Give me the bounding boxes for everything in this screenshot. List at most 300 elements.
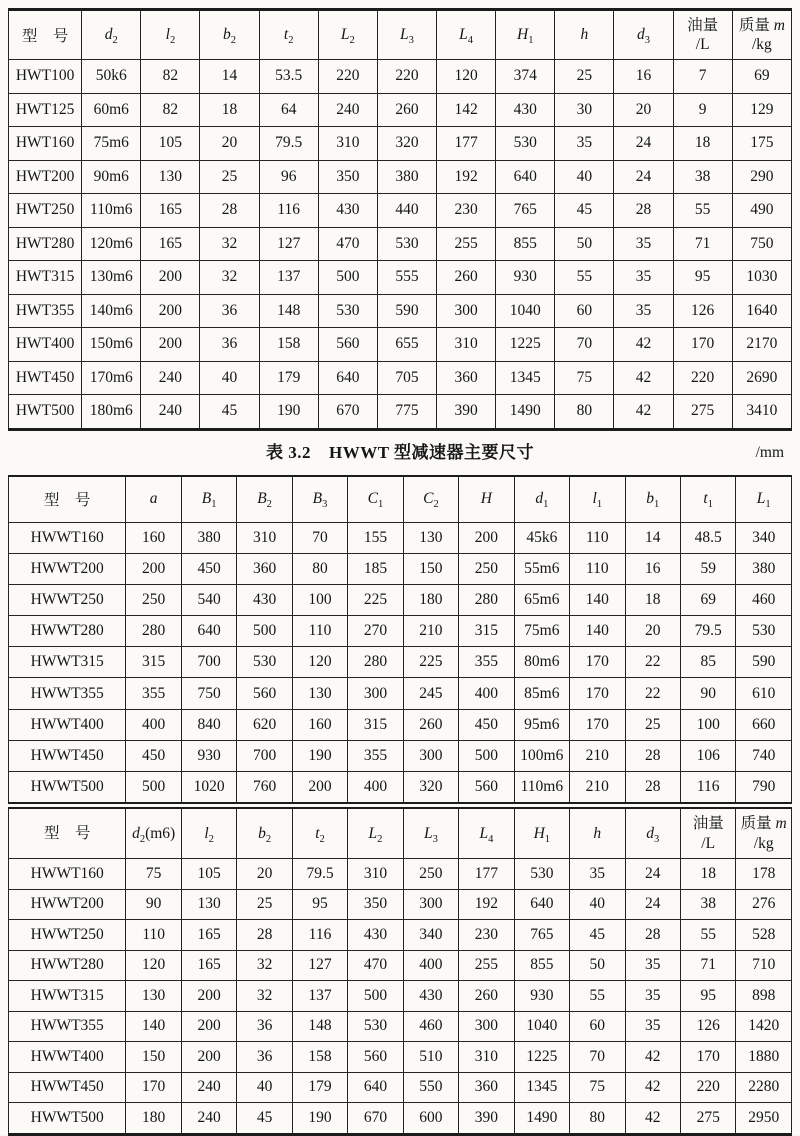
value-cell: 640 xyxy=(348,1072,403,1103)
value-cell: 640 xyxy=(181,616,236,647)
value-cell: 38 xyxy=(673,160,732,194)
value-cell: 42 xyxy=(614,361,673,395)
value-cell: 18 xyxy=(625,584,680,615)
value-cell: 200 xyxy=(126,553,181,584)
value-cell: 75 xyxy=(555,361,614,395)
value-cell: 150 xyxy=(403,553,458,584)
model-cell: HWT400 xyxy=(9,328,82,362)
value-cell: 1490 xyxy=(514,1103,569,1135)
value-cell: 640 xyxy=(496,160,555,194)
value-cell: 170 xyxy=(680,1042,735,1073)
column-header: $L_2$ xyxy=(348,808,403,859)
value-cell: 165 xyxy=(141,227,200,261)
value-cell: 45k6 xyxy=(514,522,569,553)
value-cell: 28 xyxy=(614,194,673,228)
model-cell: HWWT280 xyxy=(9,950,126,981)
value-cell: 270 xyxy=(348,616,403,647)
value-cell: 25 xyxy=(555,60,614,94)
table-row xyxy=(9,194,792,228)
value-cell: 460 xyxy=(403,1011,458,1042)
value-cell: 350 xyxy=(318,160,377,194)
table-row xyxy=(9,227,792,261)
column-header: 质量 m /kg xyxy=(736,808,792,859)
model-cell: HWT315 xyxy=(9,261,82,295)
value-cell: 110m6 xyxy=(82,194,141,228)
value-cell: 1880 xyxy=(736,1042,792,1073)
value-cell: 640 xyxy=(318,361,377,395)
column-header: H xyxy=(459,476,514,523)
value-cell: 500 xyxy=(318,261,377,295)
value-cell: 130 xyxy=(292,678,347,709)
hwwt-main-dimensions-table xyxy=(8,475,792,805)
value-cell: 64 xyxy=(259,93,318,127)
table-row xyxy=(9,772,792,804)
value-cell: 50k6 xyxy=(82,60,141,94)
model-cell: HWWT160 xyxy=(9,522,126,553)
value-cell: 24 xyxy=(625,889,680,920)
value-cell: 1040 xyxy=(514,1011,569,1042)
value-cell: 765 xyxy=(496,194,555,228)
value-cell: 170 xyxy=(570,709,625,740)
value-cell: 200 xyxy=(141,294,200,328)
value-cell: 32 xyxy=(200,227,259,261)
value-cell: 75 xyxy=(126,859,181,890)
value-cell: 360 xyxy=(459,1072,514,1103)
value-cell: 80 xyxy=(292,553,347,584)
value-cell: 430 xyxy=(496,93,555,127)
value-cell: 20 xyxy=(625,616,680,647)
value-cell: 1490 xyxy=(496,395,555,430)
value-cell: 210 xyxy=(570,740,625,771)
value-cell: 35 xyxy=(625,1011,680,1042)
value-cell: 28 xyxy=(200,194,259,228)
value-cell: 1040 xyxy=(496,294,555,328)
value-cell: 130 xyxy=(403,522,458,553)
column-header: 型 号 xyxy=(9,808,126,859)
value-cell: 105 xyxy=(141,127,200,161)
value-cell: 280 xyxy=(348,647,403,678)
value-cell: 55 xyxy=(555,261,614,295)
column-header: 油量 /L xyxy=(673,10,732,60)
value-cell: 22 xyxy=(625,647,680,678)
value-cell: 185 xyxy=(348,553,403,584)
value-cell: 80m6 xyxy=(514,647,569,678)
value-cell: 177 xyxy=(437,127,496,161)
value-cell: 310 xyxy=(237,522,292,553)
value-cell: 95m6 xyxy=(514,709,569,740)
value-cell: 105 xyxy=(181,859,236,890)
column-header: $H_1$ xyxy=(496,10,555,60)
value-cell: 69 xyxy=(732,60,791,94)
header-row xyxy=(9,10,792,60)
value-cell: 45 xyxy=(200,395,259,430)
value-cell: 170m6 xyxy=(82,361,141,395)
value-cell: 670 xyxy=(318,395,377,430)
value-cell: 18 xyxy=(673,127,732,161)
value-cell: 590 xyxy=(736,647,792,678)
value-cell: 230 xyxy=(437,194,496,228)
value-cell: 79.5 xyxy=(292,859,347,890)
value-cell: 660 xyxy=(736,709,792,740)
value-cell: 79.5 xyxy=(680,616,735,647)
value-cell: 600 xyxy=(403,1103,458,1135)
value-cell: 190 xyxy=(292,740,347,771)
value-cell: 75m6 xyxy=(514,616,569,647)
value-cell: 225 xyxy=(348,584,403,615)
value-cell: 315 xyxy=(459,616,514,647)
value-cell: 60 xyxy=(570,1011,625,1042)
value-cell: 110m6 xyxy=(514,772,569,804)
value-cell: 106 xyxy=(680,740,735,771)
value-cell: 240 xyxy=(181,1072,236,1103)
value-cell: 180m6 xyxy=(82,395,141,430)
value-cell: 82 xyxy=(141,60,200,94)
value-cell: 130 xyxy=(126,981,181,1012)
column-header: $l_2$ xyxy=(141,10,200,60)
model-cell: HWWT355 xyxy=(9,678,126,709)
value-cell: 116 xyxy=(680,772,735,804)
table-title: HWWT 型减速器主要尺寸 xyxy=(328,442,534,462)
table-row xyxy=(9,93,792,127)
value-cell: 110 xyxy=(126,920,181,951)
value-cell: 45 xyxy=(570,920,625,951)
value-cell: 42 xyxy=(614,328,673,362)
model-cell: HWT280 xyxy=(9,227,82,261)
model-cell: HWWT250 xyxy=(9,584,126,615)
value-cell: 190 xyxy=(292,1103,347,1135)
value-cell: 32 xyxy=(237,950,292,981)
value-cell: 90 xyxy=(680,678,735,709)
value-cell: 175 xyxy=(732,127,791,161)
value-cell: 260 xyxy=(437,261,496,295)
value-cell: 670 xyxy=(348,1103,403,1135)
value-cell: 179 xyxy=(259,361,318,395)
value-cell: 24 xyxy=(614,127,673,161)
value-cell: 170 xyxy=(570,678,625,709)
value-cell: 35 xyxy=(555,127,614,161)
value-cell: 470 xyxy=(348,950,403,981)
value-cell: 400 xyxy=(348,772,403,804)
value-cell: 710 xyxy=(736,950,792,981)
value-cell: 40 xyxy=(570,889,625,920)
value-cell: 1020 xyxy=(181,772,236,804)
table-row xyxy=(9,981,792,1012)
value-cell: 430 xyxy=(237,584,292,615)
value-cell: 1225 xyxy=(514,1042,569,1073)
value-cell: 96 xyxy=(259,160,318,194)
value-cell: 530 xyxy=(348,1011,403,1042)
value-cell: 45 xyxy=(555,194,614,228)
value-cell: 320 xyxy=(377,127,436,161)
model-cell: HWWT160 xyxy=(9,859,126,890)
value-cell: 28 xyxy=(625,772,680,804)
value-cell: 142 xyxy=(437,93,496,127)
column-header: $H_1$ xyxy=(514,808,569,859)
value-cell: 340 xyxy=(736,522,792,553)
value-cell: 50 xyxy=(570,950,625,981)
column-header: $L_3$ xyxy=(403,808,458,859)
value-cell: 380 xyxy=(377,160,436,194)
value-cell: 30 xyxy=(555,93,614,127)
value-cell: 276 xyxy=(736,889,792,920)
value-cell: 250 xyxy=(403,859,458,890)
model-cell: HWT355 xyxy=(9,294,82,328)
value-cell: 140 xyxy=(570,584,625,615)
value-cell: 20 xyxy=(200,127,259,161)
value-cell: 700 xyxy=(181,647,236,678)
value-cell: 192 xyxy=(437,160,496,194)
table-row xyxy=(9,1103,792,1135)
column-header: $l_1$ xyxy=(570,476,625,523)
table-row xyxy=(9,1042,792,1073)
value-cell: 374 xyxy=(496,60,555,94)
value-cell: 450 xyxy=(181,553,236,584)
value-cell: 25 xyxy=(237,889,292,920)
value-cell: 90m6 xyxy=(82,160,141,194)
value-cell: 165 xyxy=(141,194,200,228)
value-cell: 28 xyxy=(625,920,680,951)
value-cell: 28 xyxy=(237,920,292,951)
table-row xyxy=(9,740,792,771)
column-header: $t_2$ xyxy=(259,10,318,60)
value-cell: 240 xyxy=(181,1103,236,1135)
value-cell: 85m6 xyxy=(514,678,569,709)
value-cell: 300 xyxy=(437,294,496,328)
table-row xyxy=(9,361,792,395)
value-cell: 71 xyxy=(680,950,735,981)
value-cell: 560 xyxy=(348,1042,403,1073)
value-cell: 530 xyxy=(318,294,377,328)
model-cell: HWT450 xyxy=(9,361,82,395)
value-cell: 170 xyxy=(126,1072,181,1103)
value-cell: 16 xyxy=(614,60,673,94)
column-header: h xyxy=(570,808,625,859)
value-cell: 500 xyxy=(459,740,514,771)
value-cell: 80 xyxy=(555,395,614,430)
column-header: $t_2$ xyxy=(292,808,347,859)
table-row xyxy=(9,584,792,615)
value-cell: 180 xyxy=(126,1103,181,1135)
value-cell: 528 xyxy=(736,920,792,951)
value-cell: 160 xyxy=(126,522,181,553)
value-cell: 200 xyxy=(459,522,514,553)
column-header: $d_3$ xyxy=(625,808,680,859)
value-cell: 35 xyxy=(614,227,673,261)
value-cell: 155 xyxy=(348,522,403,553)
value-cell: 200 xyxy=(141,261,200,295)
value-cell: 85 xyxy=(680,647,735,678)
value-cell: 390 xyxy=(437,395,496,430)
value-cell: 158 xyxy=(292,1042,347,1073)
value-cell: 35 xyxy=(625,981,680,1012)
value-cell: 590 xyxy=(377,294,436,328)
column-header: 型 号 xyxy=(9,10,82,60)
value-cell: 430 xyxy=(403,981,458,1012)
value-cell: 40 xyxy=(237,1072,292,1103)
table-row xyxy=(9,522,792,553)
table-row xyxy=(9,553,792,584)
model-cell: HWT125 xyxy=(9,93,82,127)
value-cell: 40 xyxy=(200,361,259,395)
value-cell: 225 xyxy=(403,647,458,678)
value-cell: 310 xyxy=(437,328,496,362)
value-cell: 160 xyxy=(292,709,347,740)
value-cell: 18 xyxy=(680,859,735,890)
table-row xyxy=(9,950,792,981)
model-cell: HWWT315 xyxy=(9,647,126,678)
value-cell: 300 xyxy=(403,740,458,771)
value-cell: 36 xyxy=(237,1042,292,1073)
column-header: h xyxy=(555,10,614,60)
value-cell: 14 xyxy=(200,60,259,94)
value-cell: 510 xyxy=(403,1042,458,1073)
value-cell: 355 xyxy=(126,678,181,709)
value-cell: 71 xyxy=(673,227,732,261)
table-number: 表 3.2 xyxy=(265,442,311,462)
model-cell: HWWT280 xyxy=(9,616,126,647)
value-cell: 400 xyxy=(403,950,458,981)
value-cell: 855 xyxy=(514,950,569,981)
value-cell: 360 xyxy=(237,553,292,584)
column-header: 型 号 xyxy=(9,476,126,523)
value-cell: 140 xyxy=(126,1011,181,1042)
value-cell: 28 xyxy=(625,740,680,771)
value-cell: 35 xyxy=(614,261,673,295)
column-header: $d_3$ xyxy=(614,10,673,60)
value-cell: 158 xyxy=(259,328,318,362)
value-cell: 82 xyxy=(141,93,200,127)
value-cell: 170 xyxy=(673,328,732,362)
value-cell: 75 xyxy=(570,1072,625,1103)
value-cell: 148 xyxy=(259,294,318,328)
value-cell: 100m6 xyxy=(514,740,569,771)
value-cell: 16 xyxy=(625,553,680,584)
value-cell: 24 xyxy=(625,859,680,890)
value-cell: 55m6 xyxy=(514,553,569,584)
value-cell: 100 xyxy=(292,584,347,615)
value-cell: 440 xyxy=(377,194,436,228)
value-cell: 250 xyxy=(459,553,514,584)
value-cell: 140 xyxy=(570,616,625,647)
column-header: 油量 /L xyxy=(680,808,735,859)
value-cell: 550 xyxy=(403,1072,458,1103)
value-cell: 70 xyxy=(292,522,347,553)
value-cell: 24 xyxy=(614,160,673,194)
value-cell: 200 xyxy=(141,328,200,362)
value-cell: 69 xyxy=(680,584,735,615)
value-cell: 42 xyxy=(625,1072,680,1103)
column-header: $B_1$ xyxy=(181,476,236,523)
model-cell: HWWT355 xyxy=(9,1011,126,1042)
value-cell: 126 xyxy=(680,1011,735,1042)
value-cell: 79.5 xyxy=(259,127,318,161)
value-cell: 35 xyxy=(614,294,673,328)
unit-label: /mm xyxy=(755,443,784,461)
value-cell: 260 xyxy=(403,709,458,740)
value-cell: 500 xyxy=(348,981,403,1012)
value-cell: 240 xyxy=(141,361,200,395)
table-row xyxy=(9,160,792,194)
table-row xyxy=(9,127,792,161)
column-header: $L_3$ xyxy=(377,10,436,60)
value-cell: 200 xyxy=(181,1011,236,1042)
value-cell: 530 xyxy=(514,859,569,890)
value-cell: 120 xyxy=(292,647,347,678)
value-cell: 260 xyxy=(459,981,514,1012)
value-cell: 42 xyxy=(614,395,673,430)
value-cell: 110 xyxy=(570,522,625,553)
value-cell: 790 xyxy=(736,772,792,804)
value-cell: 9 xyxy=(673,93,732,127)
value-cell: 126 xyxy=(673,294,732,328)
value-cell: 530 xyxy=(496,127,555,161)
value-cell: 530 xyxy=(377,227,436,261)
value-cell: 200 xyxy=(181,1042,236,1073)
value-cell: 290 xyxy=(732,160,791,194)
value-cell: 1420 xyxy=(736,1011,792,1042)
value-cell: 14 xyxy=(625,522,680,553)
value-cell: 400 xyxy=(459,678,514,709)
value-cell: 560 xyxy=(237,678,292,709)
hwt-dimensions-table xyxy=(8,8,792,431)
value-cell: 655 xyxy=(377,328,436,362)
value-cell: 560 xyxy=(318,328,377,362)
table-caption xyxy=(8,431,792,475)
value-cell: 640 xyxy=(514,889,569,920)
value-cell: 59 xyxy=(680,553,735,584)
value-cell: 148 xyxy=(292,1011,347,1042)
value-cell: 250 xyxy=(126,584,181,615)
value-cell: 170 xyxy=(570,647,625,678)
value-cell: 1225 xyxy=(496,328,555,362)
value-cell: 460 xyxy=(736,584,792,615)
value-cell: 32 xyxy=(200,261,259,295)
column-header: $d_1$ xyxy=(514,476,569,523)
value-cell: 60 xyxy=(555,294,614,328)
value-cell: 275 xyxy=(673,395,732,430)
table-row xyxy=(9,328,792,362)
value-cell: 210 xyxy=(570,772,625,804)
value-cell: 7 xyxy=(673,60,732,94)
model-cell: HWWT500 xyxy=(9,772,126,804)
value-cell: 470 xyxy=(318,227,377,261)
value-cell: 80 xyxy=(570,1103,625,1135)
value-cell: 765 xyxy=(514,920,569,951)
column-header: $d_2(m6)$ xyxy=(126,808,181,859)
value-cell: 55 xyxy=(673,194,732,228)
column-header: $C_1$ xyxy=(348,476,403,523)
value-cell: 100 xyxy=(680,709,735,740)
header-row xyxy=(9,808,792,859)
value-cell: 55 xyxy=(570,981,625,1012)
model-cell: HWT160 xyxy=(9,127,82,161)
value-cell: 95 xyxy=(292,889,347,920)
value-cell: 48.5 xyxy=(680,522,735,553)
model-cell: HWWT315 xyxy=(9,981,126,1012)
value-cell: 490 xyxy=(732,194,791,228)
table-row xyxy=(9,294,792,328)
value-cell: 22 xyxy=(625,678,680,709)
value-cell: 340 xyxy=(403,920,458,951)
value-cell: 2280 xyxy=(736,1072,792,1103)
value-cell: 40 xyxy=(555,160,614,194)
value-cell: 70 xyxy=(555,328,614,362)
value-cell: 150 xyxy=(126,1042,181,1073)
value-cell: 220 xyxy=(680,1072,735,1103)
hwwt-shaft-dimensions-table xyxy=(8,807,792,1136)
table-row xyxy=(9,616,792,647)
value-cell: 300 xyxy=(459,1011,514,1042)
